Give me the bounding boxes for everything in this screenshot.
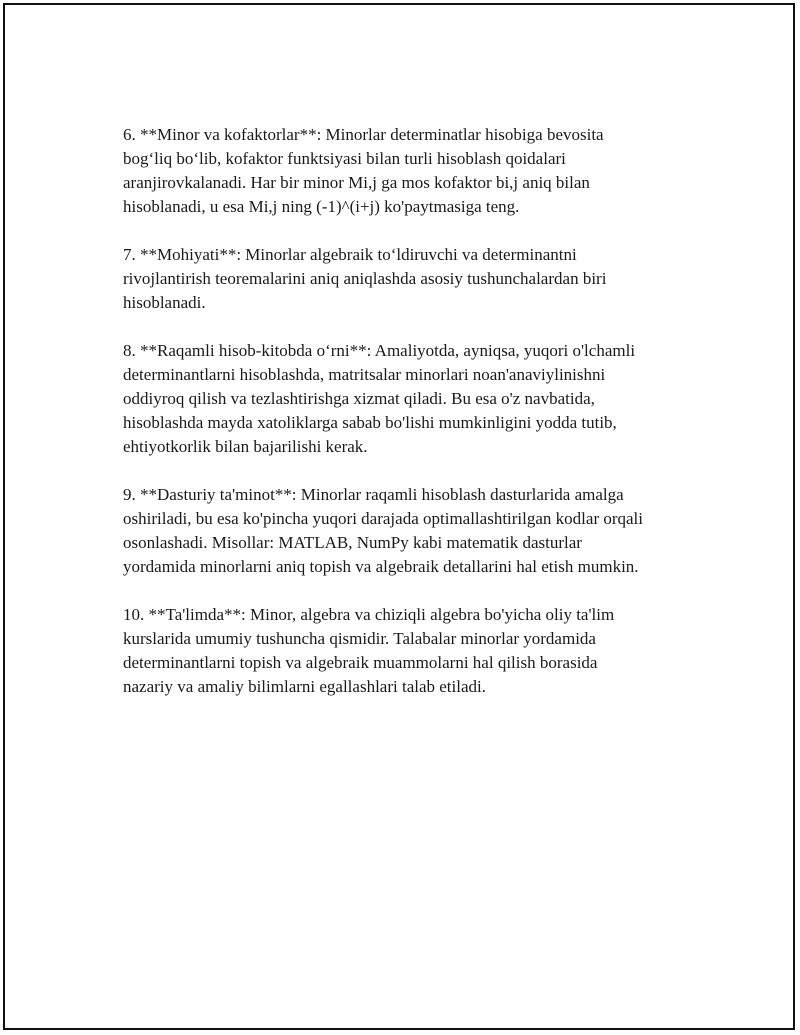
text-line: 9. **Dasturiy ta'minot**: Minorlar raqamli hisoblash dasturlarida amalga (123, 485, 624, 504)
paragraph-minor-va-kofaktorlar (123, 123, 713, 219)
page-frame (3, 3, 795, 1030)
paragraph-talimda (123, 603, 713, 699)
paragraph-raqamli-hisob-kitobda (123, 339, 713, 459)
document-body (123, 123, 713, 723)
text-line: hisoblanadi. (123, 293, 206, 312)
text-line: determinantlarni hisoblashda, matritsalar minorlari noan'anaviylinishni (123, 365, 606, 384)
text-line: 7. **Mohiyati**: Minorlar algebraik to‘ldiruvchi va determinantni (123, 245, 577, 264)
paragraph-mohiyati (123, 243, 713, 315)
text-line: hisoblashda mayda xatoliklarga sabab bo'lishi mumkinligini yodda tutib, (123, 413, 617, 432)
text-line: rivojlantirish teoremalarini aniq aniqlashda asosiy tushunchalardan biri (123, 269, 607, 288)
text-line: 10. **Ta'limda**: Minor, algebra va chiziqli algebra bo'yicha oliy ta'lim (123, 605, 615, 624)
text-line: ehtiyotkorlik bilan bajarilishi kerak. (123, 437, 368, 456)
text-line: kurslarida umumiy tushuncha qismidir. Talabalar minorlar yordamida (123, 629, 596, 648)
text-line: nazariy va amaliy bilimlarni egallashlari talab etiladi. (123, 677, 486, 696)
text-line: yordamida minorlarni aniq topish va algebraik detallarini hal etish mumkin. (123, 557, 639, 576)
text-line: 6. **Minor va kofaktorlar**: Minorlar determinatlar hisobiga bevosita (123, 125, 604, 144)
text-line: determinantlarni topish va algebraik muammolarni hal qilish borasida (123, 653, 598, 672)
text-line: oshiriladi, bu esa ko'pincha yuqori darajada optimallashtirilgan kodlar orqali (123, 509, 644, 528)
text-line: hisoblanadi, u esa Mi,j ning (-1)^(i+j) ko'paytmasiga teng. (123, 197, 520, 216)
text-line: aranjirovkalanadi. Har bir minor Mi,j ga mos kofaktor bi,j aniq bilan (123, 173, 590, 192)
text-line: bog‘liq bo‘lib, kofaktor funktsiyasi bilan turli hisoblash qoidalari (123, 149, 566, 168)
text-line: 8. **Raqamli hisob-kitobda o‘rni**: Amaliyotda, ayniqsa, yuqori o'lchamli (123, 341, 636, 360)
text-line: oddiyroq qilish va tezlashtirishga xizmat qiladi. Bu esa o'z navbatida, (123, 389, 595, 408)
text-line: osonlashadi. Misollar: MATLAB, NumPy kabi matematik dasturlar (123, 533, 582, 552)
paragraph-dasturiy-taminot (123, 483, 713, 579)
